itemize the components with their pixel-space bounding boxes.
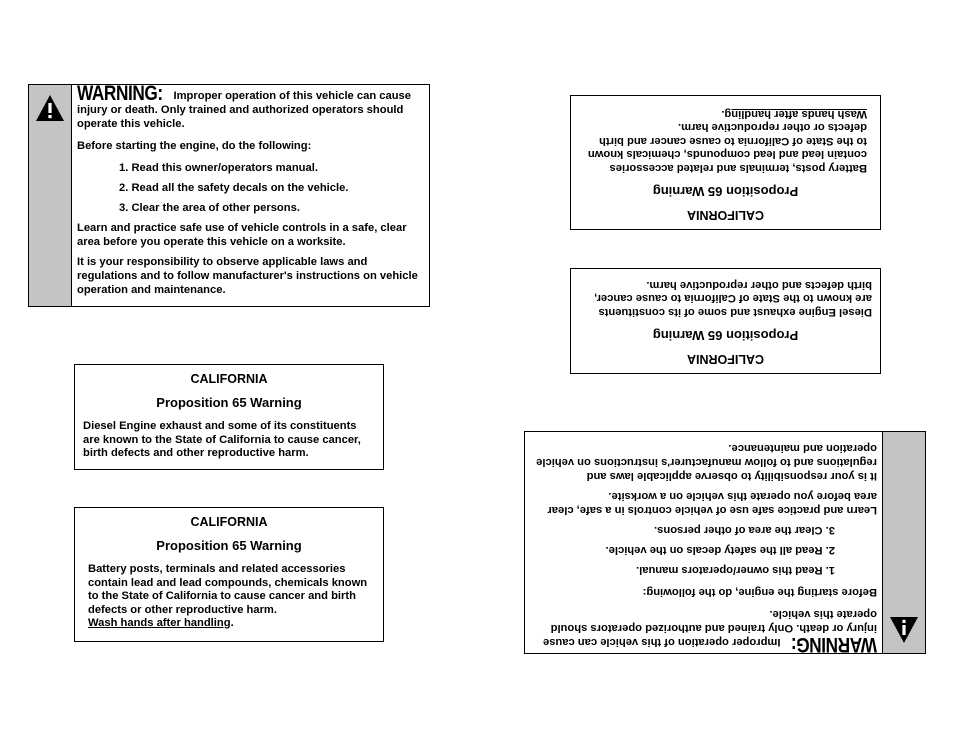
step-item: 3. Clear the area of other persons.: [119, 202, 300, 214]
warning-band: [29, 85, 72, 306]
prop65-battery-decal: [74, 507, 384, 642]
warning-intro: Improper operation of this vehicle can cause injury or death. Only trained and authorized operators should operate this vehicle.: [543, 608, 877, 648]
step-item: 1. Read this owner/operators manual.: [636, 564, 835, 576]
step-item: 2. Read all the safety decals on the vehicle.: [119, 182, 349, 194]
prop65-battery-decal-rotated: [570, 95, 881, 230]
warning-intro: Improper operation of this vehicle can cause injury or death. Only trained and authorized operators should operate this vehicle.: [77, 90, 411, 130]
before-start-text: Before starting the engine, do the following:: [77, 140, 312, 152]
prop65-body: [88, 563, 375, 631]
learn-paragraph: Learn and practice safe use of vehicle controls in a safe, clear area before you operate this vehicle on a worksite.: [77, 222, 407, 248]
warning-triangle-icon: [889, 615, 919, 645]
step-item: 1. Read this owner/operators manual.: [119, 162, 318, 174]
step-item: 3. Clear the area of other persons.: [654, 524, 835, 536]
wash-hands-text: Wash hands after handling: [88, 617, 231, 629]
warning-decal-rotated: [524, 431, 926, 654]
prop65-body-text: Battery posts, terminals and related accessories contain lead and lead compounds, chemicals known to the State of California to cause cancer and birth defects or other reproductive harm.: [88, 563, 368, 616]
prop65-diesel-decal: [74, 364, 384, 470]
learn-paragraph: Learn and practice safe use of vehicle controls in a safe, clear area before you operate this vehicle on a worksite.: [547, 490, 877, 516]
warning-heading: WARNING:: [77, 82, 163, 105]
state-heading: CALIFORNIA: [686, 352, 765, 366]
wash-hands-text: Wash hands after handling: [724, 108, 867, 120]
before-start-text: Before starting the engine, do the following:: [642, 586, 877, 598]
prop65-body: Diesel Engine exhaust and some of its constituents are known to the State of California to cause cancer, birth defects and other reproductive harm.: [594, 279, 872, 318]
responsibility-paragraph: It is your responsibility to observe applicable laws and regulations and to follow manufacturer's instructions on vehicle operation and maintenance.: [77, 256, 418, 296]
prop65-title: Proposition 65 Warning: [156, 538, 302, 553]
prop65-diesel-decal-rotated: [570, 268, 881, 374]
warning-decal: [28, 84, 430, 307]
warning-heading: WARNING:: [791, 633, 877, 656]
state-heading: CALIFORNIA: [686, 208, 765, 222]
responsibility-paragraph: It is your responsibility to observe applicable laws and regulations and to follow manufacturer's instructions on vehicle operation and maintenance.: [536, 442, 877, 482]
warning-text: [72, 82, 429, 306]
warning-band: [882, 432, 925, 653]
state-heading: CALIFORNIA: [190, 515, 268, 529]
period-text: .: [721, 108, 725, 120]
state-heading: CALIFORNIA: [190, 372, 268, 386]
prop65-body-text: Battery posts, terminals and related accessories contain lead and lead compounds, chemicals known to the State of California to cause cancer and birth defects or other reproductive harm.: [587, 121, 867, 174]
prop65-title: Proposition 65 Warning: [156, 395, 302, 410]
prop65-title: Proposition 65 Warning: [652, 328, 799, 343]
prop65-body: [579, 107, 867, 175]
step-item: 2. Read all the safety decals on the vehicle.: [605, 544, 835, 556]
warning-text: [525, 432, 882, 656]
prop65-title: Proposition 65 Warning: [652, 184, 799, 199]
period-text: .: [230, 617, 234, 629]
warning-triangle-icon: [35, 93, 65, 123]
prop65-body: Diesel Engine exhaust and some of its constituents are known to the State of California to cause cancer, birth defects and other reproductive harm.: [83, 420, 361, 459]
